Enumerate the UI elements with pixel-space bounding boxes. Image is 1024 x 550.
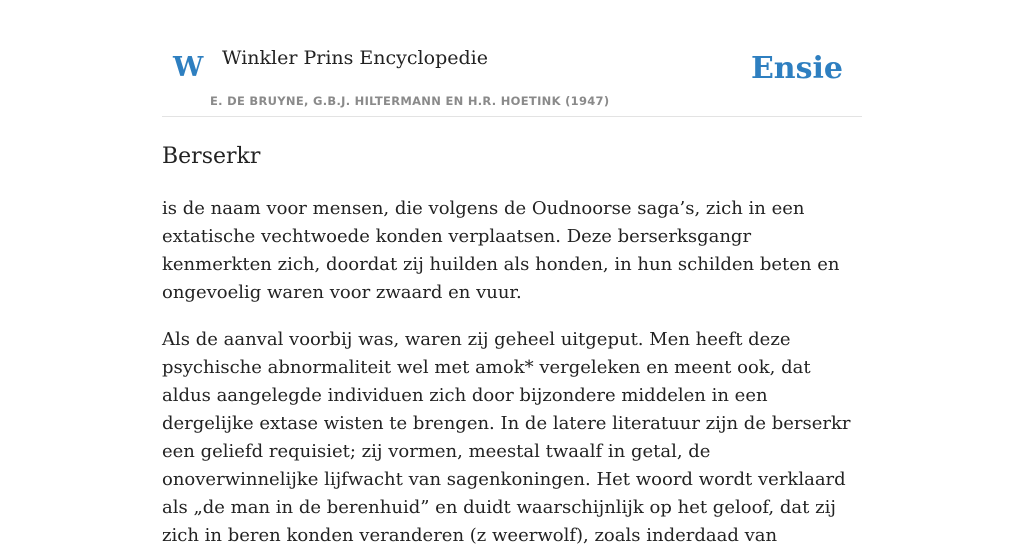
publication-authors: E. DE BRUYNE, G.B.J. HILTERMANN EN H.R. HOETINK (1947) xyxy=(210,94,610,108)
article xyxy=(162,143,862,550)
ensie-logo-link[interactable]: Ensie xyxy=(750,51,843,86)
paragraph-text: Als de aanval voorbij was, waren zij geheel uitgeput. Men heeft deze psychische abnormaliteit wel met xyxy=(162,329,791,378)
publication-logo[interactable]: W xyxy=(173,52,204,83)
publication-header xyxy=(162,0,862,117)
article-paragraph: is de naam voor mensen, die volgens de Oudnoorse saga’s, zich in een extatische vechtwoede konden verplaatsen. Deze berserksgangr kenmerkten zich, doordat zij huilden als honden, in hun schilden beten en ongevoelig waren voor zwaard en vuur. xyxy=(162,198,840,303)
article-title: Berserkr xyxy=(162,144,261,169)
paragraph-text: vergeleken en meent ook, dat aldus aangelegde individuen zich door bijzondere middelen in een dergelijke extase wisten te brengen. In de latere literatuur zijn de berserkr een geliefd requisiet; zij vormen, meestal twaalf in getal, de onoverwinnelijke lijfwacht van sagenkoningen. Het woord wordt verklaard als „de man in de berenhuid” en duidt waarschijnlijk op het geloof, dat zij zich in beren konden veranderen (z weerwolf), zoals inderdaad van xyxy=(162,357,851,546)
cross-reference-link[interactable]: amok* xyxy=(475,357,534,378)
article-paragraph xyxy=(162,326,862,550)
page xyxy=(162,0,862,550)
publication-title[interactable]: Winkler Prins Encyclopedie xyxy=(222,47,488,69)
